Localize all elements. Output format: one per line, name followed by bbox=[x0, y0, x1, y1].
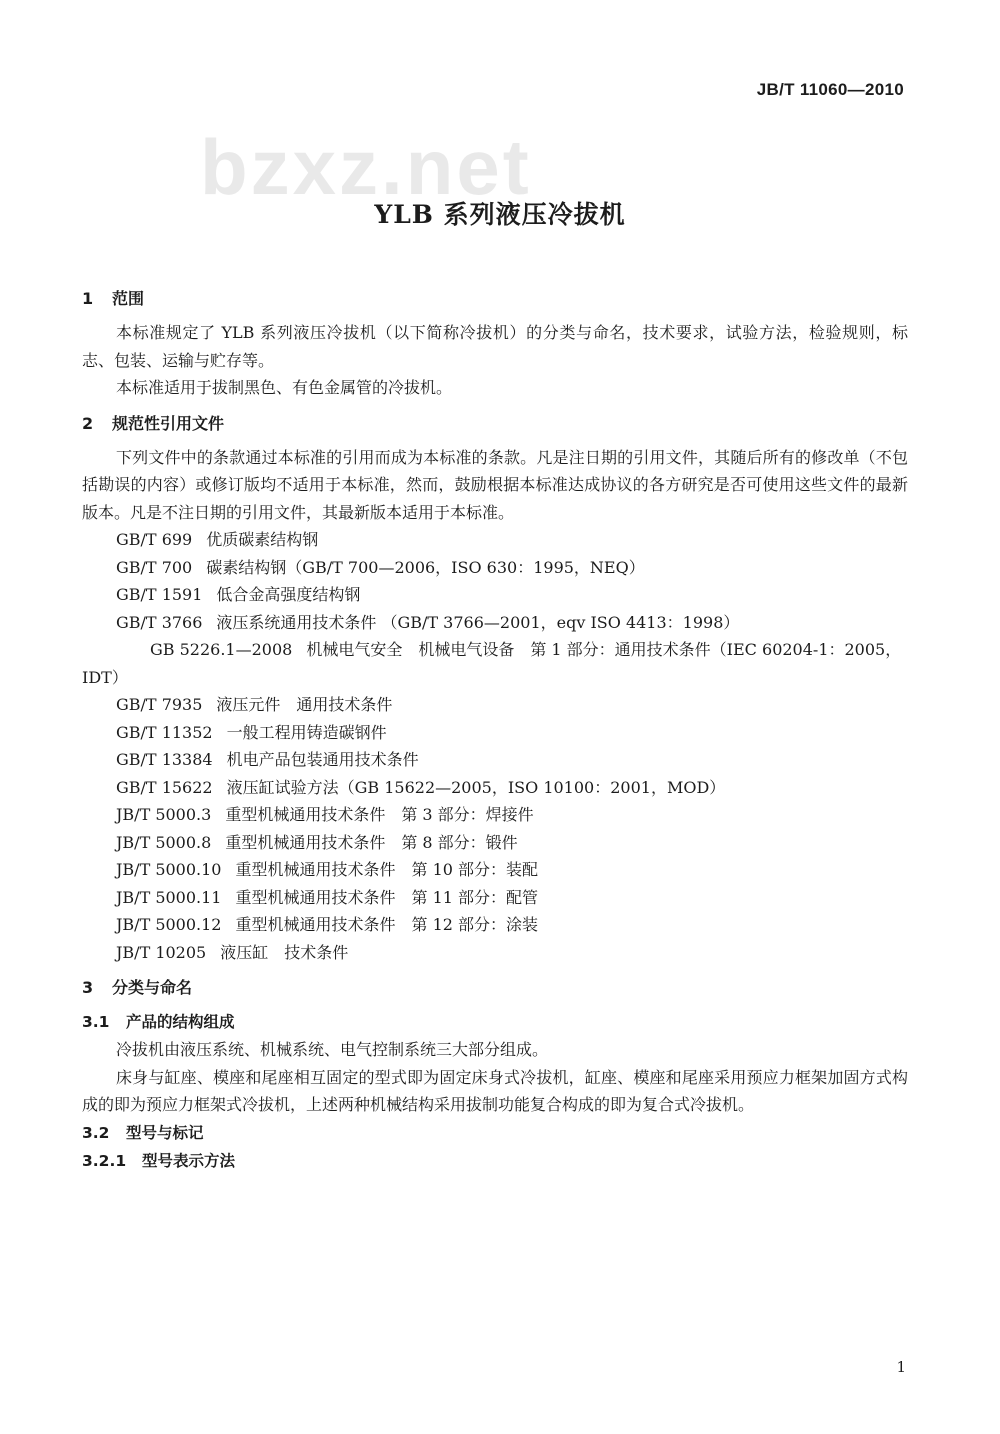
paragraph: 床身与缸座、模座和尾座相互固定的型式即为固定床身式冷拔机，缸座、模座和尾座采用预应力框架加固方式构成的即为预应力框架式冷拔机，上述两种机械结构采用拔制功能复合构成的即为复合式冷拔机。 bbox=[82, 1067, 908, 1114]
reference-title: 优质碳素结构钢 bbox=[206, 530, 319, 549]
reference-code: JB/T 10205 bbox=[116, 942, 207, 962]
subsection-title: 产品的结构组成 bbox=[126, 1013, 235, 1031]
document-body bbox=[82, 285, 908, 1175]
subsection-number: 3.2 bbox=[82, 1123, 110, 1142]
section-heading bbox=[82, 974, 908, 1002]
reference-code: GB/T 1591 bbox=[116, 585, 203, 604]
reference-title: 重型机械通用技术条件 第 11 部分：配管 bbox=[235, 887, 539, 907]
reference-title: 一般工程用铸造碳钢件 bbox=[226, 722, 387, 742]
reference-item bbox=[82, 829, 908, 857]
reference-item bbox=[82, 526, 908, 554]
section-heading bbox=[82, 410, 908, 438]
paragraph: 下列文件中的条款通过本标准的引用而成为本标准的条款。凡是注日期的引用文件，其随后所有的修改单（不包括勘误的内容）或修订版均不适用于本标准，然而，鼓励根据本标准达成协议的各方研究是否可使用这些文件的最新版本。凡是不注日期的引用文件，其最新版本适用于本标准。 bbox=[82, 447, 908, 522]
reference-code: GB/T 7935 bbox=[116, 695, 203, 714]
reference-item bbox=[82, 581, 908, 609]
reference-code: JB/T 5000.12 bbox=[116, 915, 222, 934]
reference-item bbox=[82, 884, 908, 912]
subsection-heading bbox=[82, 1008, 908, 1036]
section-number: 2 bbox=[82, 413, 94, 433]
reference-code: GB/T 15622 bbox=[116, 777, 213, 797]
reference-title: 重型机械通用技术条件 第 8 部分：锻件 bbox=[225, 832, 518, 852]
reference-code: GB/T 699 bbox=[116, 530, 193, 549]
section-number: 3 bbox=[82, 978, 94, 997]
reference-title: 低合金高强度结构钢 bbox=[216, 585, 361, 604]
reference-title: 重型机械通用技术条件 第 10 部分：装配 bbox=[235, 860, 539, 879]
reference-code: GB 5226.1—2008 bbox=[150, 640, 293, 659]
section-title: 范围 bbox=[112, 289, 145, 308]
reference-code: JB/T 5000.3 bbox=[116, 805, 212, 824]
reference-title: 液压元件 通用技术条件 bbox=[216, 695, 393, 714]
reference-code: GB/T 13384 bbox=[116, 750, 213, 769]
reference-item bbox=[82, 911, 908, 939]
reference-item bbox=[82, 746, 908, 774]
reference-item bbox=[82, 719, 908, 747]
reference-item bbox=[82, 636, 908, 691]
reference-title: 液压缸 技术条件 bbox=[220, 942, 349, 962]
section-title: 分类与命名 bbox=[112, 978, 193, 997]
subsubsection-heading bbox=[82, 1147, 908, 1175]
section-heading bbox=[82, 285, 908, 313]
watermark: bzxz.net bbox=[200, 123, 532, 211]
reference-title: 液压缸试验方法（GB 15622—2005，ISO 10100：2001，MOD） bbox=[226, 777, 726, 797]
subsubsection-number: 3.2.1 bbox=[82, 1151, 127, 1170]
reference-code: GB/T 11352 bbox=[116, 722, 213, 742]
paragraph: 冷拔机由液压系统、机械系统、电气控制系统三大部分组成。 bbox=[116, 1040, 549, 1059]
section-number: 1 bbox=[82, 289, 94, 308]
reference-title: 液压系统通用技术条件 （GB/T 3766—2001，eqv ISO 4413：1998） bbox=[216, 612, 740, 632]
reference-code: JB/T 5000.11 bbox=[116, 887, 222, 907]
document-title: YLB 系列液压冷拔机 bbox=[374, 200, 626, 229]
paragraph: 本标准适用于拔制黑色、有色金属管的冷拔机。 bbox=[116, 378, 453, 397]
subsection-heading bbox=[82, 1119, 908, 1147]
reference-title: 碳素结构钢（GB/T 700—2006，ISO 630：1995，NEQ） bbox=[206, 557, 645, 577]
reference-item bbox=[82, 774, 908, 802]
reference-item bbox=[82, 609, 908, 637]
reference-code: GB/T 3766 bbox=[116, 612, 203, 632]
reference-code: GB/T 700 bbox=[116, 557, 193, 577]
paragraph: 本标准规定了 YLB 系列液压冷拔机（以下简称冷拔机）的分类与命名，技术要求，试验方法，检验规则，标志、包装、运输与贮存等。 bbox=[82, 323, 908, 370]
subsection-title: 型号与标记 bbox=[126, 1123, 204, 1142]
standard-number: JB/T 11060—2010 bbox=[756, 80, 904, 99]
reference-item bbox=[82, 691, 908, 719]
reference-code: JB/T 5000.10 bbox=[116, 860, 222, 879]
reference-item bbox=[82, 856, 908, 884]
reference-title: 机械电气安全 机械电气设备 第 1 部分：通用技术条件（IEC 60204-1：2005，IDT） bbox=[82, 640, 902, 687]
reference-item bbox=[82, 554, 908, 582]
reference-title: 重型机械通用技术条件 第 3 部分：焊接件 bbox=[225, 805, 534, 824]
reference-item bbox=[82, 801, 908, 829]
reference-title: 重型机械通用技术条件 第 12 部分：涂装 bbox=[235, 915, 539, 934]
reference-code: JB/T 5000.8 bbox=[116, 832, 212, 852]
section-title: 规范性引用文件 bbox=[112, 413, 225, 433]
page-number: 1 bbox=[896, 1358, 906, 1376]
reference-list bbox=[82, 526, 908, 966]
reference-item bbox=[82, 939, 908, 967]
subsubsection-title: 型号表示方法 bbox=[142, 1151, 236, 1170]
subsection-number: 3.1 bbox=[82, 1013, 110, 1031]
reference-title: 机电产品包装通用技术条件 bbox=[226, 750, 419, 769]
